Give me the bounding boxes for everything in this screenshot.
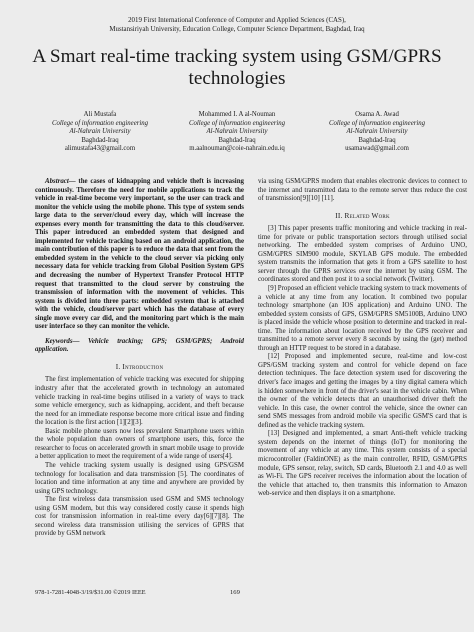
author-city: Baghdad-Iraq (81, 136, 119, 144)
keywords-label: Keywords— (45, 337, 80, 345)
section-heading-introduction: I. Introduction (115, 361, 164, 371)
author-university: Al-Nahrain University (206, 128, 268, 135)
author-name: Ali Mustafa (83, 111, 117, 118)
related-paragraph-3: [12] Proposed and implemented secure, real-time and low-cost GPS/GSM tracking system and control for vehicle depend on face detection techniques. The face detection system used for discovering the driver's face images and getting the images by a tiny digital camera which is hidden somewhere in front of the driver's seat in the vehicle cabin. When the owner of the vehicle detects that an unauthorised driver theft the vehicle. In this case, the owner control the vehicle, since the owner can send SMS messages from android mobile via specific GSM'S card that is defined as the vehicle tracking system. (258, 353, 467, 429)
intro-continuation: via using GSM/GPRS modem that enables electronic devices to connect to the internet and transmitted data to the remote server thus reduce the cost of transmission[9][10] [11]. (258, 178, 467, 203)
conference-line-2: Mustansiriyah University, Education College, Computer Science Department, Baghdad, Iraq (109, 25, 365, 33)
intro-paragraph-4: The first wireless data transmission used GSM and SMS technology using GSM modem, but this way considered costly cause it spends high cost for transmission information in real-time every day[6][7][8]. The second wireless data transmission utilising the services of GPRS that provide by GSM network (35, 496, 244, 538)
author-department: College of information engineering (188, 119, 286, 127)
left-column (35, 178, 244, 539)
author-email[interactable]: m.aalnouman@coie-nahrain.edu.iq (189, 145, 285, 152)
conference-header (0, 17, 474, 34)
related-paragraph-2: [9] Proposed an efficient vehicle tracking system to track movements of a vehicle at any time from any location. It combined two popular technology smartphone (an IOS application) and Arduino UNO. The embedded system consists of GPS, GSM/GPRS SM5100B, Arduino UNO is placed inside the vehicle whose position to determine and tracked in real-time. The information about location received by the GPS receiver and transmitted to a remote server every 8 seconds by using the (get) method through an HTTP request to be stored in a database. (258, 285, 467, 352)
author-city: Baghdad-Iraq (218, 136, 256, 144)
paper-title (0, 46, 474, 89)
section-heading-related-work: II. Related Work (335, 210, 390, 220)
intro-paragraph-1: The first implementation of vehicle tracking was executed for shipping industry after that the accelerated growth in technology an automated vehicle tracking in real-time begins utilised in a variety of ways to track some vehicle emergency, such as kidnapping, accident, and theft because the need for an immediate response become more critical issue and finding the location is the first action [1][2][3]. (35, 376, 244, 427)
intro-paragraph-3: The vehicle tracking system usually is designed using GPS/GSM technology for localisation and data transmission [5]. The coordinates of location and time information at any time and anywhere are provided by using GPS technology. (35, 461, 244, 495)
paper-title-line-2: technologies (188, 67, 286, 89)
conference-line-1: 2019 First International Conference of Computer and Applied Sciences (CAS), (128, 17, 346, 24)
author-block-1 (25, 111, 175, 154)
paper-title-line-1: A Smart real-time tracking system using GSM/GPRS (32, 46, 442, 67)
keywords-text: Vehicle tracking; GPS; GSM/GPRS; Android application. (35, 337, 244, 354)
page-number: 169 (230, 589, 240, 596)
author-department: College of information engineering (328, 119, 426, 127)
author-block-2 (162, 111, 312, 154)
related-paragraph-1: [3] This paper presents traffic monitoring and vehicle tracking in real-time for private or public transportation sectors through utilised social networking. The embedded system comprises of Arduino UNO, GSM/GPRS SIM900 module, SKYLAB GPS module. The embedded system transmits the information that gets it from a GPS satellite to host server through the GPRS services over the internet by using GSM. The coordinates stored and then post it to a social network (Twitter). (258, 225, 467, 284)
author-email[interactable]: alimustafa43@gmail.com (64, 145, 136, 152)
abstract-text: the cases of kidnapping and vehicle theft is increasing continuously. Therefore the need for mobile applications to track the vehicle in real-time become very important, so the user can track and monitor the vehicle using the mobile phone. This type of system sends large data to the server/cloud every day, which will increase the expenses every month for transmitting the data to this cloud/server. This paper introduced an embedded system that designed and implemented for vehicle tracking based on an android application, the main contribution of this paper is to reduce the data that sent from the embedded system in the vehicle to the cloud server via picking only necessary data for vehicle tracking from Global Position System GPS and decreasing the number of Hypertext Transfer Protocol HTTP request that transmitted to the cloud server by construing the transmission of information with the movement of vehicles. This system is divided into three parts: embedded system that is attached with the vehicle, cloud/server part which has the database of every single move every car did, and the monitoring part which is the main user interface so they can monitor the vehicle. (35, 178, 244, 331)
copyright-footer: 978-1-7281-4048-3/19/$31.00 ©2019 IEEE (35, 589, 146, 596)
author-block-3 (302, 111, 452, 154)
related-paragraph-4: [13] Designed and implemented, a smart Anti-theft vehicle tracking system depends on the internet of things (IoT) for monitoring the movement of any vehicle at any time. This system consists of a special microcontroller (FaldinONE) as the main controller, RFID, GSM/GPRS module, GPS sensor, relay, switch, SD cards, Bluetooth 2.1 and 4.0 as well as Wi-Fi. The GPS receiver receives the information about the location of the vehicle that attached to, then transmits this information to Amazon web-service and then displays it on a smartphone. (258, 430, 467, 498)
abstract-label: Abstract— (45, 178, 76, 185)
author-university: Al-Nahrain University (346, 128, 408, 135)
intro-paragraph-2: Basic mobile phone users now less prevalent Smartphone users within the whole population than owners of smartphone users, this, force the researcher to focus on accelerated growth in smart mobile usage to provide a better application to meet the requirement of a wide range of users[4]. (35, 427, 244, 461)
abstract (35, 178, 244, 332)
author-university: Al-Nahrain University (69, 128, 131, 135)
author-city: Baghdad-Iraq (358, 136, 396, 144)
author-department: College of information engineering (51, 119, 149, 127)
author-name: Mohammed I. A al-Nouman (198, 111, 276, 118)
right-column (258, 178, 467, 499)
keywords (35, 338, 244, 355)
author-name: Osama A. Awad (355, 111, 399, 118)
author-email[interactable]: usamawad@gmail.com (345, 145, 409, 152)
